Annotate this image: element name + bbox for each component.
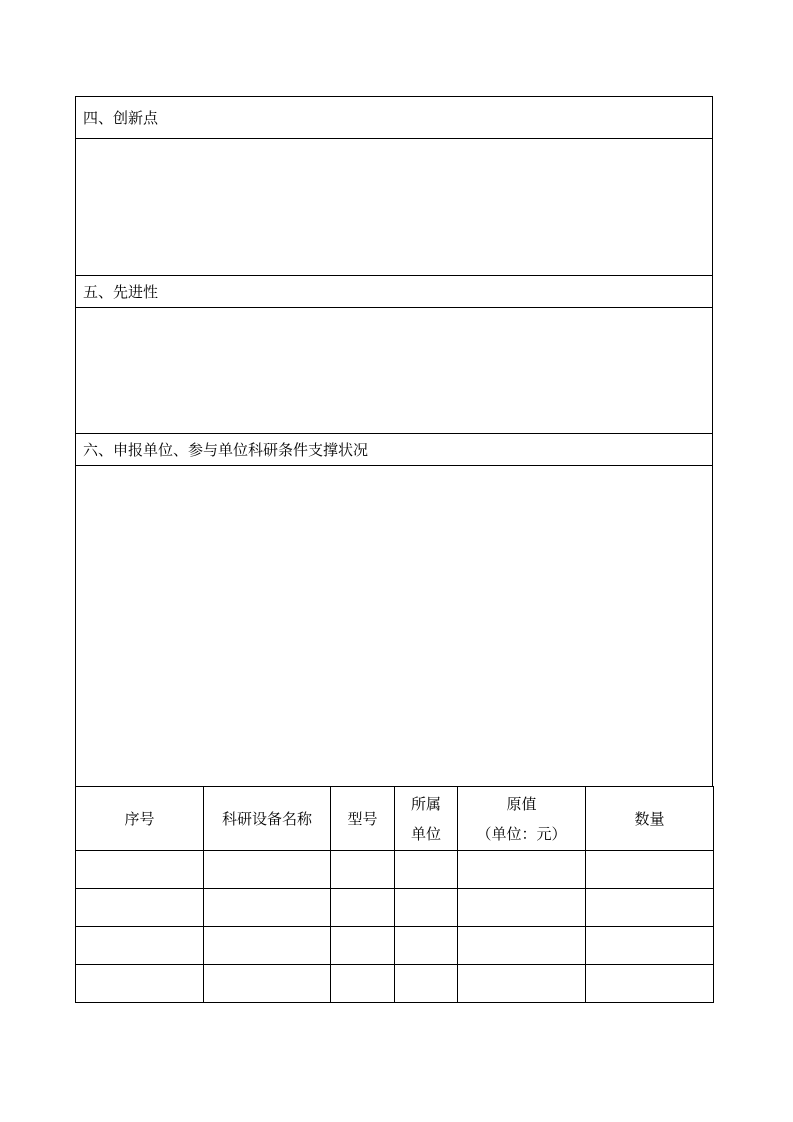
table-cell[interactable] xyxy=(586,965,714,1003)
table-cell[interactable] xyxy=(458,927,586,965)
table-cell[interactable] xyxy=(331,889,395,927)
owner-unit-line2: 单位 xyxy=(410,824,441,843)
table-cell[interactable] xyxy=(204,851,331,889)
original-value-line2: （单位：元） xyxy=(476,824,567,843)
table-cell[interactable] xyxy=(76,851,204,889)
column-header-index: 序号 xyxy=(76,787,204,851)
column-header-model: 型号 xyxy=(331,787,395,851)
section-title-research-conditions: 六、申报单位、参与单位科研条件支撑状况 xyxy=(83,440,369,459)
table-cell[interactable] xyxy=(458,851,586,889)
section-title-advancement: 五、先进性 xyxy=(83,282,159,301)
table-cell[interactable] xyxy=(76,889,204,927)
section-header-research-conditions xyxy=(75,433,713,465)
table-cell[interactable] xyxy=(395,889,458,927)
equipment-table-header xyxy=(76,787,714,851)
application-form xyxy=(75,96,713,1003)
table-cell[interactable] xyxy=(76,927,204,965)
column-header-owner-unit xyxy=(395,787,458,851)
table-cell[interactable] xyxy=(586,927,714,965)
research-conditions-content-area[interactable] xyxy=(75,465,713,786)
table-row xyxy=(76,889,714,927)
table-cell[interactable] xyxy=(204,965,331,1003)
innovation-content-area[interactable] xyxy=(75,138,713,275)
equipment-table xyxy=(75,786,714,1003)
table-cell[interactable] xyxy=(76,965,204,1003)
owner-unit-line1: 所属 xyxy=(410,794,441,813)
column-header-quantity: 数量 xyxy=(586,787,714,851)
table-cell[interactable] xyxy=(586,889,714,927)
section-header-innovation xyxy=(75,96,713,138)
column-header-equipment-name: 科研设备名称 xyxy=(204,787,331,851)
original-value-line1: 原值 xyxy=(506,794,537,813)
advancement-content-area[interactable] xyxy=(75,307,713,433)
section-header-advancement xyxy=(75,275,713,307)
table-cell[interactable] xyxy=(331,851,395,889)
table-cell[interactable] xyxy=(204,927,331,965)
column-header-original-value xyxy=(458,787,586,851)
table-cell[interactable] xyxy=(204,889,331,927)
table-cell[interactable] xyxy=(395,851,458,889)
section-title-innovation: 四、创新点 xyxy=(83,108,159,127)
table-row xyxy=(76,851,714,889)
table-cell[interactable] xyxy=(458,889,586,927)
table-cell[interactable] xyxy=(586,851,714,889)
table-cell[interactable] xyxy=(395,927,458,965)
table-cell[interactable] xyxy=(395,965,458,1003)
table-row xyxy=(76,927,714,965)
table-cell[interactable] xyxy=(331,927,395,965)
table-cell[interactable] xyxy=(331,965,395,1003)
table-cell[interactable] xyxy=(458,965,586,1003)
table-row xyxy=(76,965,714,1003)
